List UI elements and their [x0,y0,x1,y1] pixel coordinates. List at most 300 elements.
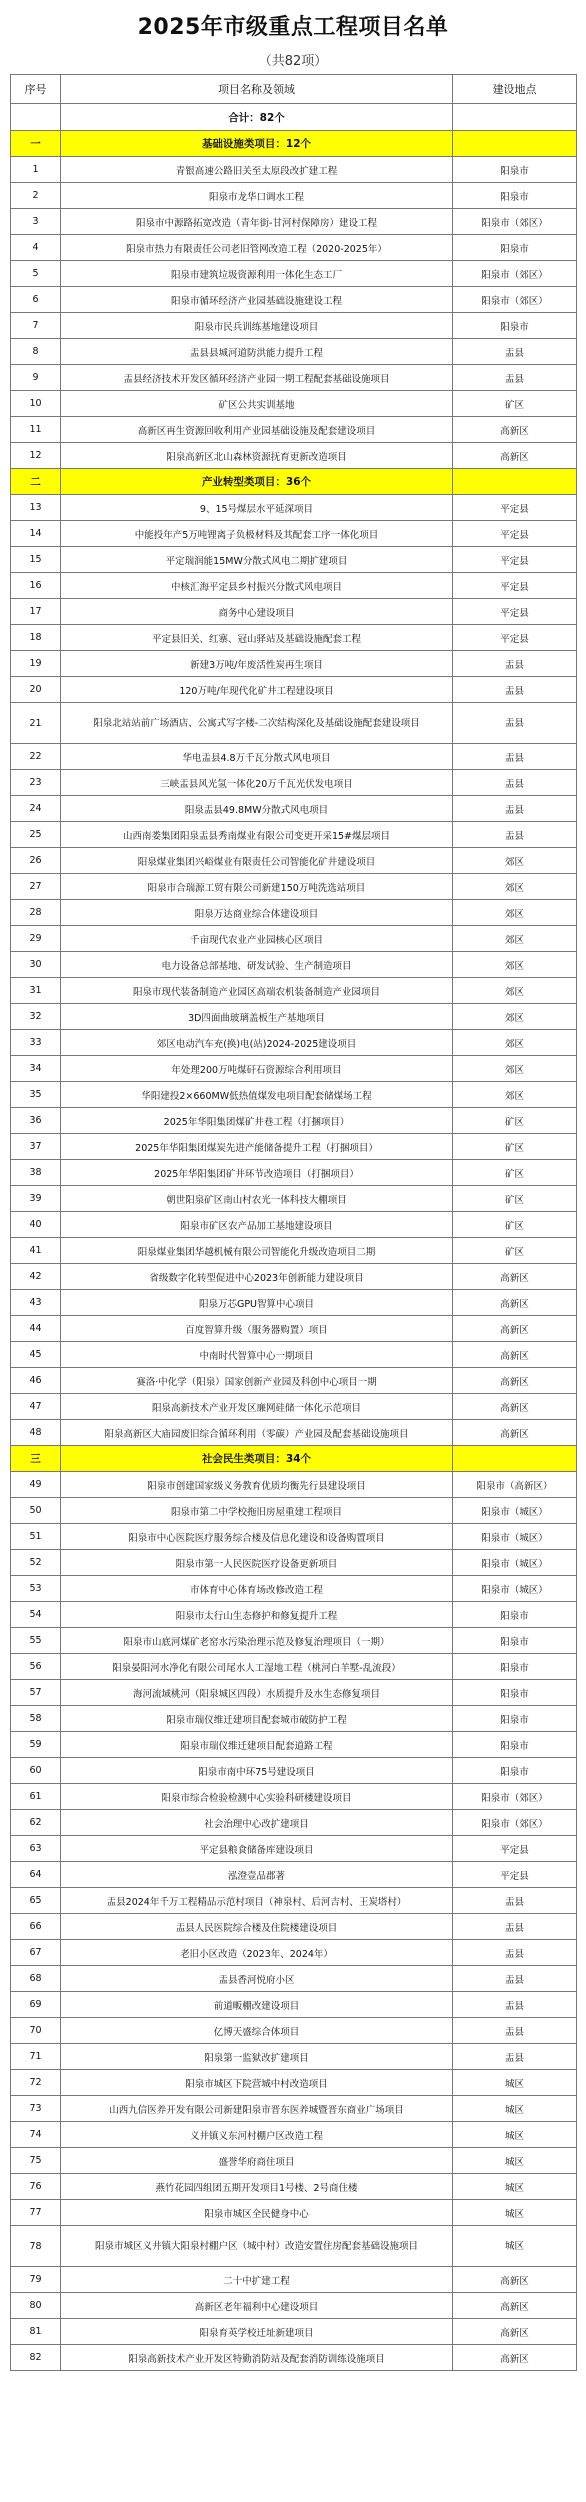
project-location: 城区 [453,2096,577,2122]
project-location: 盂县 [453,703,577,744]
row-number: 34 [11,1056,61,1082]
row-number: 73 [11,2096,61,2122]
project-location: 盂县 [453,651,577,677]
project-name: 阳泉市建筑垃圾资源利用一体化生态工厂 [61,261,453,287]
table-row [11,1836,577,1862]
project-location: 郊区 [453,900,577,926]
project-location: 阳泉市（郊区） [453,209,577,235]
project-name: 阳泉市中心医院医疗服务综合楼及信息化建设和设备购置项目 [61,1524,453,1550]
table-row [11,1576,577,1602]
row-number: 28 [11,900,61,926]
row-number: 30 [11,952,61,978]
page-title: 2025年市级重点工程项目名单 [137,15,449,40]
project-location: 阳泉市 [453,313,577,339]
table-row [11,1524,577,1550]
table-row [11,1784,577,1810]
table-row [11,521,577,547]
project-name: 亿博天盛综合体项目 [61,2018,453,2044]
row-number: 68 [11,1966,61,1992]
row-number: 40 [11,1212,61,1238]
table-row [11,339,577,365]
project-name: 阳泉育英学校迁址新建项目 [61,2319,453,2345]
category-empty [453,469,577,495]
project-location: 矿区 [453,1212,577,1238]
total-label: 合计：82个 [61,104,453,131]
project-location: 阳泉市 [453,183,577,209]
table-row [11,822,577,848]
project-name: 高新区老年福利中心建设项目 [61,2293,453,2319]
row-number: 22 [11,744,61,770]
project-location: 矿区 [453,1238,577,1264]
row-number: 31 [11,978,61,1004]
table-row [11,365,577,391]
table-row [11,1550,577,1576]
row-number: 20 [11,677,61,703]
row-number: 54 [11,1602,61,1628]
project-name: 盂县人民医院综合楼及住院楼建设项目 [61,1914,453,1940]
project-location: 郊区 [453,1004,577,1030]
project-location: 阳泉市 [453,1706,577,1732]
project-location: 矿区 [453,1134,577,1160]
project-location: 盂县 [453,1888,577,1914]
project-name: 中核汇海平定县乡村振兴分散式风电项目 [61,573,453,599]
total-cell-loc [453,104,577,131]
header-name: 项目名称及领域 [61,75,453,104]
project-location: 高新区 [453,2293,577,2319]
project-location: 高新区 [453,1342,577,1368]
row-number: 57 [11,1680,61,1706]
table-row [11,1758,577,1784]
project-location: 盂县 [453,339,577,365]
project-table [10,74,577,2371]
project-name: 阳泉高新技术产业开发区廉网硅储一体化示范项目 [61,1394,453,1420]
row-number: 45 [11,1342,61,1368]
row-number: 79 [11,2267,61,2293]
project-location: 高新区 [453,1394,577,1420]
table-row [11,770,577,796]
project-location: 矿区 [453,1186,577,1212]
project-location: 阳泉市（城区） [453,1550,577,1576]
row-number: 44 [11,1316,61,1342]
row-number: 61 [11,1784,61,1810]
row-number: 25 [11,822,61,848]
project-name: 阳泉市城区全民健身中心 [61,2200,453,2226]
project-location: 高新区 [453,1290,577,1316]
project-name: 阳泉高新技术产业开发区特勤消防站及配套消防训练设施项目 [61,2345,453,2371]
project-name: 义井镇义东河村棚户区改造工程 [61,2122,453,2148]
project-location: 盂县 [453,796,577,822]
project-name: 百度智算升级（服务器购置）项目 [61,1316,453,1342]
row-number: 81 [11,2319,61,2345]
project-name: 阳泉市创建国家级义务教育优质均衡先行县建设项目 [61,1472,453,1498]
project-location: 盂县 [453,677,577,703]
table-row [11,1160,577,1186]
project-name: 盂县县城河道防洪能力提升工程 [61,339,453,365]
project-location: 郊区 [453,1082,577,1108]
project-location: 盂县 [453,1992,577,2018]
table-row [11,703,577,744]
project-name: 平定县粮食储备库建设项目 [61,1836,453,1862]
table-body [11,104,577,2371]
project-location: 城区 [453,2200,577,2226]
project-location: 阳泉市（高新区） [453,1472,577,1498]
row-number: 71 [11,2044,61,2070]
table-row [11,2267,577,2293]
project-name: 千亩现代农业产业园核心区项目 [61,926,453,952]
row-number: 27 [11,874,61,900]
project-name: 阳泉万达商业综合体建设项目 [61,900,453,926]
project-name: 阳泉市循环经济产业园基础设施建设工程 [61,287,453,313]
project-location: 郊区 [453,848,577,874]
project-name: 高新区再生资源回收利用产业园基础设施及配套建设项目 [61,417,453,443]
project-name: 阳泉第一监狱改扩建项目 [61,2044,453,2070]
table-row [11,874,577,900]
project-name: 阳泉市合瑞源工贸有限公司新建150万吨洗选站项目 [61,874,453,900]
row-number: 80 [11,2293,61,2319]
project-name: 山西九信医养开发有限公司新建阳泉市晋东医养城暨晋东商业广场项目 [61,2096,453,2122]
total-row [11,104,577,131]
category-row [11,469,577,495]
project-location: 阳泉市（郊区） [453,1784,577,1810]
project-name: 电力设备总部基地、研发试验、生产制造项目 [61,952,453,978]
category-row [11,1446,577,1472]
row-number: 48 [11,1420,61,1446]
table-row [11,625,577,651]
table-row [11,1056,577,1082]
project-location: 平定县 [453,1836,577,1862]
project-location: 城区 [453,2070,577,2096]
project-name: 市体育中心体育场改修改造工程 [61,1576,453,1602]
project-location: 阳泉市 [453,1758,577,1784]
category-empty [453,131,577,157]
row-number: 55 [11,1628,61,1654]
project-name: 盂县香河悦府小区 [61,1966,453,1992]
row-number: 14 [11,521,61,547]
project-name: 2025年华阳集团煤炭先进产能储备提升工程（打捆项目） [61,1134,453,1160]
row-number: 78 [11,2226,61,2267]
category-label: 基础设施类项目：12个 [61,131,453,157]
project-location: 郊区 [453,1030,577,1056]
row-number: 43 [11,1290,61,1316]
table-row [11,1342,577,1368]
project-name: 阳泉市中源路拓宽改造（青年街-甘河村保障房）建设工程 [61,209,453,235]
project-name: 商务中心建设项目 [61,599,453,625]
row-number: 66 [11,1914,61,1940]
project-name: 矿区公共实训基地 [61,391,453,417]
project-location: 阳泉市 [453,1602,577,1628]
table-row [11,1264,577,1290]
table-row [11,1030,577,1056]
project-location: 矿区 [453,1108,577,1134]
table-row [11,2226,577,2267]
project-location: 高新区 [453,1264,577,1290]
table-row [11,1290,577,1316]
row-number: 72 [11,2070,61,2096]
project-name: 阳泉市现代装备制造产业园区高端农机装备制造产业园项目 [61,978,453,1004]
row-number: 36 [11,1108,61,1134]
project-name: 阳泉市龙华口调水工程 [61,183,453,209]
table-row [11,2044,577,2070]
table-row [11,978,577,1004]
project-name: 郊区电动汽车充(换)电(站)2024-2025建设项目 [61,1030,453,1056]
row-number: 60 [11,1758,61,1784]
project-location: 阳泉市 [453,235,577,261]
project-name: 前道畈棚改建设项目 [61,1992,453,2018]
project-name: 三峡盂县风光氢一体化20万千瓦光伏发电项目 [61,770,453,796]
project-location: 盂县 [453,2044,577,2070]
row-number: 42 [11,1264,61,1290]
row-number: 65 [11,1888,61,1914]
row-number: 35 [11,1082,61,1108]
table-row [11,2070,577,2096]
header-location: 建设地点 [453,75,577,104]
row-number: 51 [11,1524,61,1550]
project-name: 阳泉煤业集团兴峪煤业有限责任公司智能化矿井建设项目 [61,848,453,874]
table-row [11,2174,577,2200]
table-row [11,1680,577,1706]
project-name: 海河流域桃河（阳泉城区四段）水质提升及水生态修复项目 [61,1680,453,1706]
row-number: 8 [11,339,61,365]
table-row [11,2148,577,2174]
table-row [11,1472,577,1498]
project-location: 平定县 [453,521,577,547]
header-no: 序号 [11,75,61,104]
project-name: 阳泉市南中环75号建设项目 [61,1758,453,1784]
project-location: 阳泉市 [453,1628,577,1654]
project-location: 郊区 [453,874,577,900]
project-location: 郊区 [453,952,577,978]
project-name: 3D四面曲玻璃盖板生产基地项目 [61,1004,453,1030]
project-location: 阳泉市（郊区） [453,287,577,313]
row-number: 19 [11,651,61,677]
row-number: 75 [11,2148,61,2174]
project-location: 阳泉市 [453,1680,577,1706]
row-number: 10 [11,391,61,417]
project-name: 盛誉华府商住项目 [61,2148,453,2174]
row-number: 33 [11,1030,61,1056]
project-name: 华电盂县4.8万千瓦分散式风电项目 [61,744,453,770]
row-number: 64 [11,1862,61,1888]
project-location: 矿区 [453,391,577,417]
table-row [11,443,577,469]
project-name: 120万吨/年现代化矿井工程建设项目 [61,677,453,703]
row-number: 58 [11,1706,61,1732]
table-header-row [11,75,577,104]
total-cell-no [11,104,61,131]
table-row [11,235,577,261]
table-row [11,1004,577,1030]
project-location: 平定县 [453,1862,577,1888]
project-name: 平定瑞润能15MW分散式风电二期扩建项目 [61,547,453,573]
row-number: 18 [11,625,61,651]
category-code: 二 [11,469,61,495]
row-number: 37 [11,1134,61,1160]
project-location: 平定县 [453,573,577,599]
project-name: 山西南娄集团阳泉盂县秀南煤业有限公司变更开采15#煤层项目 [61,822,453,848]
project-location: 阳泉市（城区） [453,1498,577,1524]
table-row [11,313,577,339]
row-number: 13 [11,495,61,521]
row-number: 46 [11,1368,61,1394]
row-number: 70 [11,2018,61,2044]
table-row [11,1628,577,1654]
table-row [11,1134,577,1160]
row-number: 16 [11,573,61,599]
row-number: 11 [11,417,61,443]
project-location: 高新区 [453,1420,577,1446]
project-name: 盂县2024年千万工程精品示范村项目（神泉村、后河吉村、王炭塔村） [61,1888,453,1914]
project-location: 高新区 [453,443,577,469]
table-row [11,547,577,573]
project-location: 阳泉市（城区） [453,1524,577,1550]
project-name: 阳泉市民兵训练基地建设项目 [61,313,453,339]
project-location: 盂县 [453,822,577,848]
table-row [11,2293,577,2319]
row-number: 9 [11,365,61,391]
project-name: 盂县经济技术开发区循环经济产业园一期工程配套基础设施项目 [61,365,453,391]
row-number: 67 [11,1940,61,1966]
table-row [11,209,577,235]
project-name: 阳泉市城区下院营城中村改造项目 [61,2070,453,2096]
project-name: 中南时代智算中心一期项目 [61,1342,453,1368]
project-name: 2025年华阳集团煤矿井巷工程（打捆项目） [61,1108,453,1134]
table-row [11,183,577,209]
table-row [11,1238,577,1264]
project-location: 城区 [453,2148,577,2174]
project-name: 阳泉市太行山生态修护和修复提升工程 [61,1602,453,1628]
table-row [11,848,577,874]
row-number: 23 [11,770,61,796]
category-label: 产业转型类项目：36个 [61,469,453,495]
project-name: 阳泉高新区大庙园废旧综合循环利用（零碳）产业园及配套基础设施项目 [61,1420,453,1446]
project-name: 新建3万吨/年废活性炭再生项目 [61,651,453,677]
row-number: 41 [11,1238,61,1264]
project-location: 平定县 [453,599,577,625]
table-row [11,1992,577,2018]
row-number: 21 [11,703,61,744]
category-code: 一 [11,131,61,157]
table-row [11,926,577,952]
table-row [11,1212,577,1238]
project-name: 阳泉市瑞仪维迁建项目配套城市破防护工程 [61,1706,453,1732]
project-location: 阳泉市 [453,1732,577,1758]
project-name: 阳泉市综合检验检测中心实验科研楼建设项目 [61,1784,453,1810]
project-name: 阳泉市第二中学校拖旧房屋重建工程项目 [61,1498,453,1524]
table-row [11,261,577,287]
row-number: 76 [11,2174,61,2200]
table-row [11,1940,577,1966]
project-location: 盂县 [453,1914,577,1940]
table-row [11,796,577,822]
table-row [11,417,577,443]
project-name: 2025年华阳集团矿井环节改造项目（打捆项目） [61,1160,453,1186]
row-number: 3 [11,209,61,235]
table-row [11,2122,577,2148]
table-row [11,1082,577,1108]
project-name: 朝世阳泉矿区南山村农光一体科技大棚项目 [61,1186,453,1212]
table-row [11,573,577,599]
project-name: 阳泉晏阳河水净化有限公司尾水人工湿地工程（桃河白羊墅-乱流段） [61,1654,453,1680]
row-number: 62 [11,1810,61,1836]
table-row [11,2200,577,2226]
row-number: 47 [11,1394,61,1420]
row-number: 32 [11,1004,61,1030]
row-number: 6 [11,287,61,313]
table-row [11,1862,577,1888]
project-name: 华阳建投2×660MW低热值煤发电项目配套储煤场工程 [61,1082,453,1108]
category-row [11,131,577,157]
row-number: 4 [11,235,61,261]
project-name: 平定县旧关、红寨、冠山驿站及基础设施配套工程 [61,625,453,651]
row-number: 12 [11,443,61,469]
table-row [11,1966,577,1992]
table-row [11,599,577,625]
project-name: 社会治理中心改扩建项目 [61,1810,453,1836]
table-row [11,1108,577,1134]
project-location: 高新区 [453,2345,577,2371]
project-name: 老旧小区改造（2023年、2024年） [61,1940,453,1966]
project-name: 阳泉市山底河煤矿老窑水污染治理示范及修复治理项目（一期） [61,1628,453,1654]
project-location: 阳泉市（郊区） [453,1810,577,1836]
project-name: 阳泉盂县49.8MW分散式风电项目 [61,796,453,822]
project-location: 盂县 [453,744,577,770]
category-code: 三 [11,1446,61,1472]
table-row [11,1394,577,1420]
project-location: 城区 [453,2122,577,2148]
row-number: 29 [11,926,61,952]
row-number: 49 [11,1472,61,1498]
project-name: 阳泉市瑞仪维迁建项目配套道路工程 [61,1732,453,1758]
project-name: 阳泉市城区义井镇大阳泉村棚户区（城中村）改造安置住房配套基础设施项目 [61,2226,453,2267]
project-location: 阳泉市（郊区） [453,261,577,287]
table-row [11,1186,577,1212]
project-location: 城区 [453,2226,577,2267]
table-row [11,952,577,978]
table-row [11,1654,577,1680]
table-row [11,1706,577,1732]
project-name: 阳泉市热力有限责任公司老旧管网改造工程（2020-2025年） [61,235,453,261]
project-location: 郊区 [453,926,577,952]
table-row [11,157,577,183]
table-row [11,1420,577,1446]
row-number: 38 [11,1160,61,1186]
project-name: 阳泉市第一人民医院医疗设备更新项目 [61,1550,453,1576]
project-name: 省级数字化转型促进中心2023年创新能力建设项目 [61,1264,453,1290]
row-number: 7 [11,313,61,339]
project-name: 青银高速公路旧关至太原段改扩建工程 [61,157,453,183]
project-name: 泓澄壹品郡著 [61,1862,453,1888]
table-row [11,1498,577,1524]
row-number: 15 [11,547,61,573]
table-row [11,1888,577,1914]
table-row [11,2018,577,2044]
row-number: 53 [11,1576,61,1602]
project-location: 矿区 [453,1160,577,1186]
project-location: 高新区 [453,2267,577,2293]
project-location: 盂县 [453,1966,577,1992]
table-row [11,1914,577,1940]
project-name: 阳泉万芯GPU智算中心项目 [61,1290,453,1316]
table-row [11,900,577,926]
project-name: 9、15号煤层水平延深项目 [61,495,453,521]
project-location: 阳泉市（城区） [453,1576,577,1602]
row-number: 39 [11,1186,61,1212]
project-location: 郊区 [453,1056,577,1082]
project-location: 高新区 [453,1368,577,1394]
table-row [11,1602,577,1628]
project-name: 二十中扩建工程 [61,2267,453,2293]
table-row [11,2319,577,2345]
